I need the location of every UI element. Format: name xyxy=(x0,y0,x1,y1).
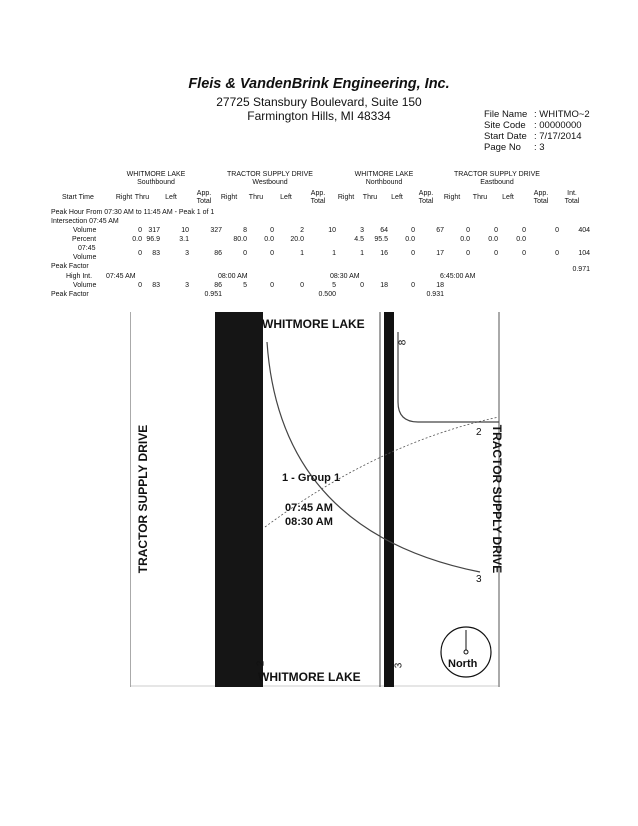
column-header: Right xyxy=(220,194,238,201)
column-header-line1: App. xyxy=(533,190,549,197)
table-cell: 0 xyxy=(360,282,364,289)
group-label: 1 - Group 1 xyxy=(282,472,341,484)
table-cell: 08:00 AM xyxy=(218,273,248,280)
table-cell: 0 xyxy=(522,250,526,257)
table-cell: 80.0 xyxy=(233,236,247,243)
table-cell: 86 xyxy=(214,282,222,289)
table-cell: 0 xyxy=(270,250,274,257)
group-header-wb: TRACTOR SUPPLY DRIVE Westbound xyxy=(227,171,313,186)
meta-start-date: Start Date : 7/17/2014 xyxy=(484,131,582,142)
table-cell: 18 xyxy=(380,282,388,289)
address-line-1: 27725 Stansbury Boulevard, Suite 150 xyxy=(216,95,422,109)
table-cell: 0.0 xyxy=(516,236,526,243)
intersection-diagram xyxy=(130,312,504,687)
table-cell: 6:45:00 AM xyxy=(440,273,476,280)
table-cell: 67 xyxy=(436,227,444,234)
table-cell: 3 xyxy=(360,227,364,234)
table-cell: 0.0 xyxy=(488,236,498,243)
table-cell: 16 xyxy=(380,250,388,257)
road-label-east: TRACTOR SUPPLY DRIVE xyxy=(490,424,504,574)
column-header-line2: Total xyxy=(564,198,580,205)
table-cell: 17 xyxy=(436,250,444,257)
table-cell: 86 xyxy=(214,250,222,257)
table-cell: 3 xyxy=(185,250,189,257)
table-cell: 0.500 xyxy=(318,291,336,298)
volume-label-right-bottom: 3 xyxy=(476,574,482,585)
table-cell: 64 xyxy=(380,227,388,234)
table-cell: 0.971 xyxy=(572,266,590,273)
table-cell: 0.0 xyxy=(405,236,415,243)
table-cell: 0 xyxy=(555,250,559,257)
table-cell: 96.9 xyxy=(146,236,160,243)
table-cell: 0 xyxy=(270,282,274,289)
time-label-2: 08:30 AM xyxy=(285,516,333,528)
group-header-nb: WHITMORE LAKE Northbound xyxy=(354,171,414,186)
peak-factor-label: Peak Factor xyxy=(51,263,89,270)
table-cell: 18 xyxy=(436,282,444,289)
road-label-top: WHITMORE LAKE xyxy=(262,317,365,331)
high-int-label: High Int. xyxy=(66,273,93,280)
column-header: Thru xyxy=(362,194,378,201)
table-cell: 0.0 xyxy=(460,236,470,243)
table-cell: 0 xyxy=(138,227,142,234)
table-cell: 404 xyxy=(578,227,590,234)
table-cell: 0 xyxy=(494,227,498,234)
table-cell: 95.5 xyxy=(374,236,388,243)
table-cell: 0 xyxy=(270,227,274,234)
column-header-line2: Total xyxy=(533,198,549,205)
nb-right-turn-path xyxy=(398,332,499,422)
column-header: Left xyxy=(165,194,177,201)
volume-label: Volume xyxy=(73,227,97,234)
column-header: Left xyxy=(391,194,403,201)
table-cell: 5 xyxy=(332,282,336,289)
volume-label-bottom-right: 3 xyxy=(393,662,405,669)
table-cell: 10 xyxy=(181,227,189,234)
table-cell: 0 xyxy=(138,282,142,289)
table-cell: 8 xyxy=(243,227,247,234)
table-cell: 0.0 xyxy=(264,236,274,243)
table-cell: 1 xyxy=(332,250,336,257)
table-cell: 83 xyxy=(152,250,160,257)
meta-file-name: File Name : WHITMO~2 xyxy=(484,109,590,120)
table-cell: 0 xyxy=(466,250,470,257)
table-cell: 20.0 xyxy=(290,236,304,243)
column-header xyxy=(552,190,592,206)
table-cell: 0 xyxy=(243,250,247,257)
table-cell: 5 xyxy=(243,282,247,289)
column-header: Right xyxy=(337,194,355,201)
table-cell: 2 xyxy=(300,227,304,234)
column-header: Thru xyxy=(134,194,150,201)
table-cell: 0 xyxy=(411,282,415,289)
table-cell: 0 xyxy=(411,227,415,234)
intersection-label: Intersection 07:45 AM xyxy=(51,218,119,225)
table-cell: 0 xyxy=(555,227,559,234)
company-name: Fleis & VandenBrink Engineering, Inc. xyxy=(188,76,450,92)
table-cell: 0 xyxy=(411,250,415,257)
column-header: Right xyxy=(443,194,461,201)
table-cell: 0.0 xyxy=(132,236,142,243)
southbound-road-band xyxy=(215,312,263,687)
column-header: Thru xyxy=(472,194,488,201)
percent-label: Percent xyxy=(72,236,97,243)
column-header-line2: Total xyxy=(310,198,326,205)
road-label-bottom: WHITMORE LAKE xyxy=(258,670,361,684)
address-line-2: Farmington Hills, MI 48334 xyxy=(247,109,391,123)
column-header-line2: Total xyxy=(196,198,212,205)
table-cell: 10 xyxy=(328,227,336,234)
diagram-svg xyxy=(130,312,500,687)
table-cell: 0 xyxy=(300,282,304,289)
sb-left-turn-path xyxy=(267,339,480,572)
table-cell: 0 xyxy=(466,227,470,234)
table-cell: 83 xyxy=(152,282,160,289)
peak-hour-label: Peak Hour From 07:30 AM to 11:45 AM - Peak 1 of 1 xyxy=(51,209,215,216)
volume3-label: Volume xyxy=(73,282,97,289)
meta-site-code: Site Code : 00000000 xyxy=(484,120,582,131)
table-cell: 104 xyxy=(578,250,590,257)
column-header-line1: Int. xyxy=(567,190,577,197)
column-header: Left xyxy=(280,194,292,201)
volume-label-bottom-left: 2 xyxy=(255,660,267,667)
start-time-header: Start Time xyxy=(62,194,94,201)
volume-label-right-top: 2 xyxy=(476,427,482,438)
time-label-1: 07:45 AM xyxy=(285,502,333,514)
table-cell: 08:30 AM xyxy=(330,273,360,280)
table-cell: 4.5 xyxy=(354,236,364,243)
column-header-line1: App. xyxy=(418,190,434,197)
table-cell: 0.951 xyxy=(204,291,222,298)
volume2-label: Volume xyxy=(73,254,97,261)
northbound-road-band xyxy=(384,312,394,687)
column-header: Left xyxy=(502,194,514,201)
time-label: 07:45 xyxy=(78,245,96,252)
group-header-eb: TRACTOR SUPPLY DRIVE Eastbound xyxy=(454,171,540,186)
column-header-line2: Total xyxy=(418,198,434,205)
table-cell: 317 xyxy=(148,227,160,234)
meta-page-no: Page No : 3 xyxy=(484,142,545,153)
table-cell: 327 xyxy=(210,227,222,234)
column-header-line1: App. xyxy=(310,190,326,197)
table-cell: 3.1 xyxy=(179,236,189,243)
column-header: Thru xyxy=(248,194,264,201)
table-cell: 3 xyxy=(185,282,189,289)
table-cell: 1 xyxy=(300,250,304,257)
volume-label-top: 8 xyxy=(397,339,409,346)
table-cell: 0.931 xyxy=(426,291,444,298)
peak-factor2-label: Peak Factor xyxy=(51,291,89,298)
table-cell: 1 xyxy=(360,250,364,257)
north-label: North xyxy=(448,658,478,670)
column-header-line1: App. xyxy=(196,190,212,197)
table-cell: 0 xyxy=(138,250,142,257)
table-cell: 0 xyxy=(494,250,498,257)
meta-block xyxy=(484,109,590,153)
road-label-west: TRACTOR SUPPLY DRIVE xyxy=(136,424,150,574)
table-cell: 07:45 AM xyxy=(106,273,136,280)
group-header-sb: WHITMORE LAKE Southbound xyxy=(126,171,186,186)
table-cell: 0 xyxy=(522,227,526,234)
column-header: Right xyxy=(115,194,133,201)
